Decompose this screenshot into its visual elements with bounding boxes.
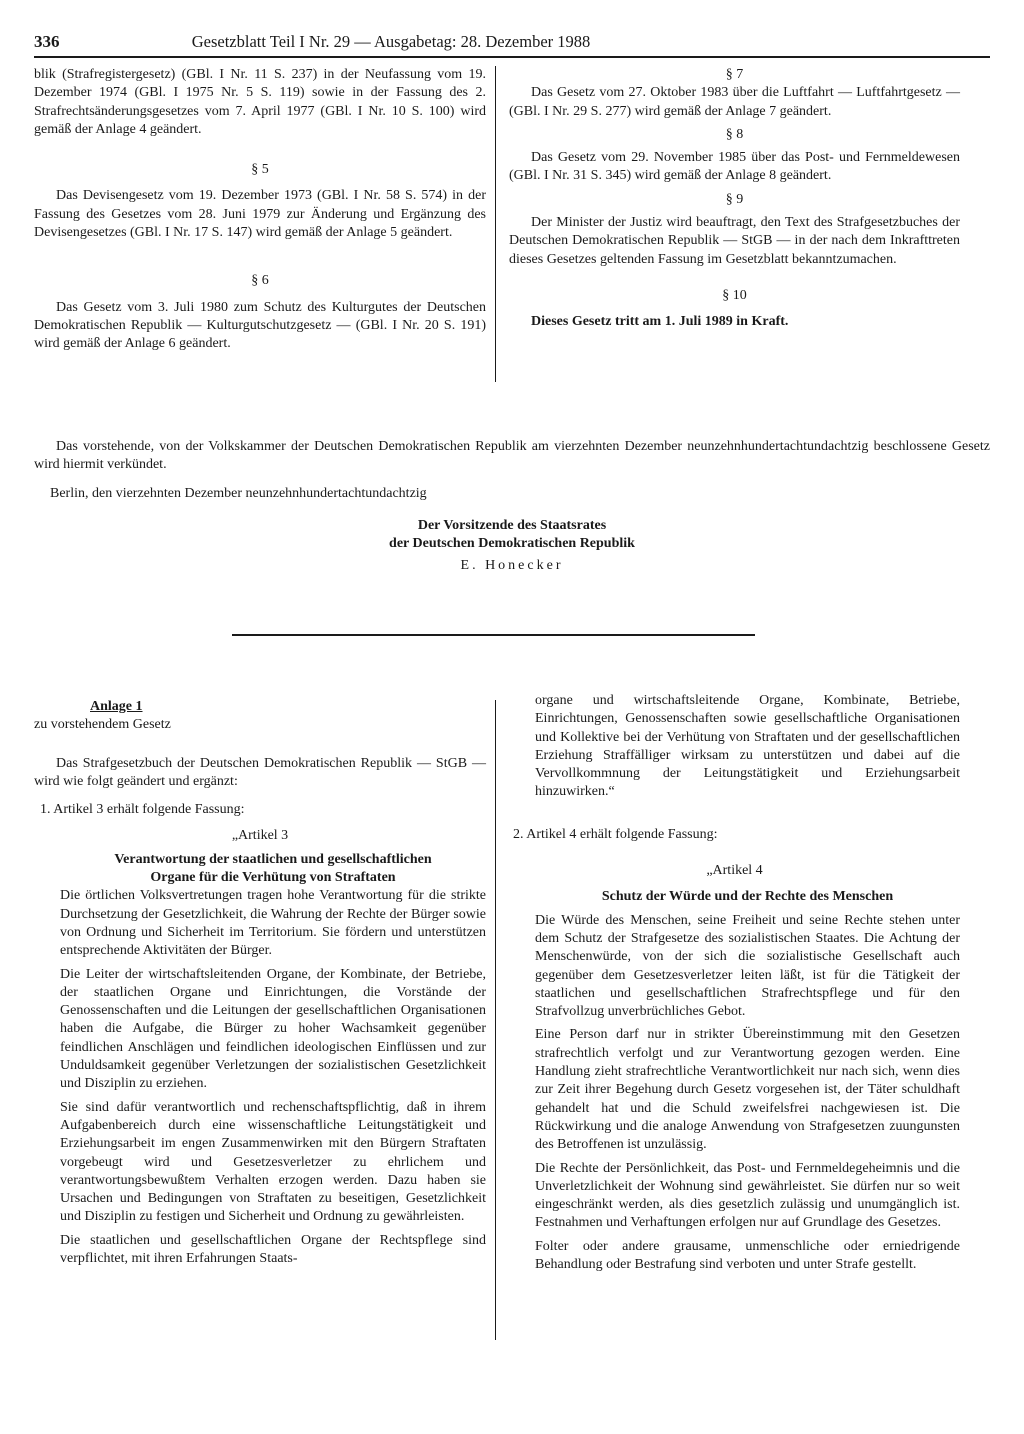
article-3-paragraph-1: Die örtlichen Volksvertretungen tragen hohe Verantwortung für die strikte Durchsetzung der Gesetzlichkeit, die Wahrung der Rechte der Bürger sowie von Ordnung und Sicherheit im Territorium. Sie fördern und unterstützen entsprechende Aktivitäten der Bürger. (60, 888, 486, 959)
article-4-paragraph-1: Die Würde des Menschen, seine Freiheit und seine Rechte stehen unter dem Schutz der Strafgesetze des sozialistischen Staates. Die Achtung der Menschenwürde, von der sich die sozialistische Gesellschaft auch gegenüber dem Gesetzesverletzer leiten läßt, ist für die Tätigkeit der staatlichen und gesellschaftlichen Strafrechtspflege und für den Strafvollzug unverbrüchliches Gebot. (535, 912, 960, 1020)
section-6-text: Das Gesetz vom 3. Juli 1980 zum Schutz des Kulturgutes der Deutschen Demokratischen Republik — Kulturgutschutzgesetz — (GBl. I Nr. 20 S. 191) wird gemäß der Anlage 6 geändert. (34, 299, 486, 352)
article-3-paragraph-3: Sie sind dafür verantwortlich und rechenschaftspflichtig, daß in ihrem Aufgabenbereich durch eine wissenschaftliche Leitungstätigkeit und Erziehungsarbeit im engen Zusammenwirken mit den Bürgern Straftaten vorgebeugt wird und Gesetzesverletzer zu ehrlichem und verantwortungsbewußtem Verhalten erzogen werden. Dazu haben sie Ursachen und Bedingungen von Straftaten zu beseitigen, Gesetzlichkeit und Disziplin zu festigen und Sicherheit und Ordnung zu gewährleisten. (60, 1099, 486, 1225)
section-5-text: Das Devisengesetz vom 19. Dezember 1973 (GBl. I Nr. 58 S. 574) in der Fassung des Gesetzes vom 28. Juni 1979 zur Änderung und Ergänzung des Devisengesetzes (GBl. I Nr. 17 S. 147) wird gemäß der Anlage 5 geändert. (34, 188, 486, 241)
article-4-heading: Schutz der Würde und der Rechte des Menschen (601, 889, 894, 905)
upper-left-column (34, 66, 486, 354)
section-8-heading: § 8 (725, 126, 744, 142)
signer-name: E. Honecker (460, 558, 564, 573)
lower-column-divider (495, 700, 496, 1340)
section-7-heading: § 7 (725, 67, 744, 82)
item-1: 1. Artikel 3 erhält folgende Fassung: (40, 802, 245, 818)
item-2: 2. Artikel 4 erhält folgende Fassung: (513, 826, 718, 842)
anlage-title: Anlage 1 (90, 699, 143, 714)
page-header (34, 32, 748, 54)
lower-left-column (34, 698, 486, 1268)
article-4-label: „Artikel 4 (706, 863, 763, 879)
lower-right-column (509, 692, 960, 1274)
upper-column-divider (495, 66, 496, 382)
signer-title-line-2: der Deutschen Demokratischen Republik (389, 536, 635, 551)
section-separator (232, 634, 755, 636)
anlage-subtitle: zu vorstehendem Gesetz (34, 717, 171, 733)
promulgation-text: Das vorstehende, von der Volkskammer der Deutschen Demokratischen Republik am vierzehnten Dezember neunzehnhundertachtundachtzig beschlossene Gesetz wird hiermit verkündet. (34, 439, 990, 473)
article-3-heading-line-1: Verantwortung der staatlichen und gesellschaftlichen (114, 851, 432, 867)
anlage-intro: Das Strafgesetzbuch der Deutschen Demokratischen Republik — StGB — wird wie folgt geändert und ergänzt: (34, 755, 486, 789)
section-9-heading: § 9 (725, 191, 744, 207)
promulgation-place-date: Berlin, den vierzehnten Dezember neunzehnhundertachtundachtzig (50, 486, 427, 501)
article-4-paragraph-2: Eine Person darf nur in strikter Übereinstimmung mit den Gesetzen strafrechtlich verfolgt und zur Verantwortung gezogen werden. Eine Handlung zieht strafrechtliche Verantwortlichkeit nur nach sich, wenn dies zur Zeit ihrer Begehung durch Gesetz vorgesehen ist, der Täter schuldhaft gehandelt hat und die Schuld zweifelsfrei nachgewiesen ist. Die Rückwirkung und die analoge Anwendung von Strafgesetzen zuungunsten des Betroffenen ist unzulässig. (535, 1027, 960, 1153)
section-8-text: Das Gesetz vom 29. November 1985 über das Post- und Fernmeldewesen (GBl. I Nr. 31 S. 345) wird gemäß der Anlage 8 geändert. (509, 150, 960, 184)
section-7-text: Das Gesetz vom 27. Oktober 1983 über die Luftfahrt — Luftfahrtgesetz — (GBl. I Nr. 29 S. 277) wird gemäß der Anlage 7 geändert. (509, 85, 960, 119)
article-4-paragraph-4: Folter oder andere grausame, unmenschliche oder erniedrigende Behandlung oder Bestrafung sind verboten und unter Strafe gestellt. (535, 1238, 960, 1273)
article-3-paragraph-4: Die staatlichen und gesellschaftlichen Organe der Rechtspflege sind verpflichtet, mit ihren Erfahrungen Staats- (60, 1232, 486, 1267)
article-3-label: „Artikel 3 (231, 828, 289, 844)
section-9-text: Der Minister der Justiz wird beauftragt, den Text des Strafgesetzbuches der Deutschen Demokratischen Republik — StGB — in der nach dem Inkrafttreten dieses Gesetzes geltenden Fassung im Gesetzblatt bekanntzumachen. (509, 215, 960, 267)
article-3-paragraph-4-continued: organe und wirtschaftsleitende Organe, Kombinate, Betriebe, Einrichtungen, Genossenschaften sowie gesellschaftliche Organisationen und Kollektive bei der Verhütung von Straftaten und der gesellschaftlichen Erziehung Straffälliger wirksam zu unterstützen und dabei auf die Vervollkommnung der Leitungstätigkeit und Erziehungsarbeit hinzuwirken.“ (535, 693, 960, 800)
article-4-paragraph-3: Die Rechte der Persönlichkeit, das Post- und Fernmeldegeheimnis und die Unverletzlichkeit der Wohnung sind gewährleistet. Sie dürfen nur so weit eingeschränkt werden, als dies gesetzlich zulässig und unumgänglich ist. Festnahmen und Verhaftungen erfolgen nur auf Grundlage des Gesetzes. (535, 1160, 960, 1231)
section-5-heading: § 5 (251, 162, 269, 178)
article-3-heading-line-2: Organe für die Verhütung von Straftaten (150, 870, 396, 886)
section-10-heading: § 10 (722, 287, 747, 303)
header-title: Gesetzblatt Teil I Nr. 29 — Ausgabetag: 28. Dezember 1988 (191, 32, 591, 51)
paragraph-continued: blik (Strafregistergesetz) (GBl. I Nr. 11 S. 237) in der Neufassung vom 19. Dezember 1974 (GBl. I 1975 Nr. 5 S. 119) sowie in der Fassung des 2. Strafrechtsänderungsgesetzes vom 7. April 1977 (GBl. I Nr. 10 S. 100) wird gemäß der Anlage 4 geändert. (34, 67, 486, 137)
header-rule (34, 56, 990, 58)
article-3-paragraph-2: Die Leiter der wirtschaftsleitenden Organe, der Kombinate, der Betriebe, der staatlichen Organe und Einrichtungen, die Vorstände der Genossenschaften und die Leitungen der gesellschaftlichen Organisationen haben die Aufgabe, die Bürger zu hoher Wachsamkeit gegenüber feindlichen Anschlägen und feindlichen ideologischen Einflüssen und zur Unduldsamkeit gegenüber Verletzungen der sozialistischen Gesetzlichkeit und Disziplin zu erziehen. (60, 966, 486, 1092)
section-6-heading: § 6 (251, 273, 269, 289)
upper-right-column (509, 66, 960, 332)
signer-title-line-1: Der Vorsitzende des Staatsrates (417, 518, 607, 533)
section-10-text: Dieses Gesetz tritt am 1. Juli 1989 in Kraft. (531, 314, 789, 330)
page-number: 336 (34, 32, 60, 51)
